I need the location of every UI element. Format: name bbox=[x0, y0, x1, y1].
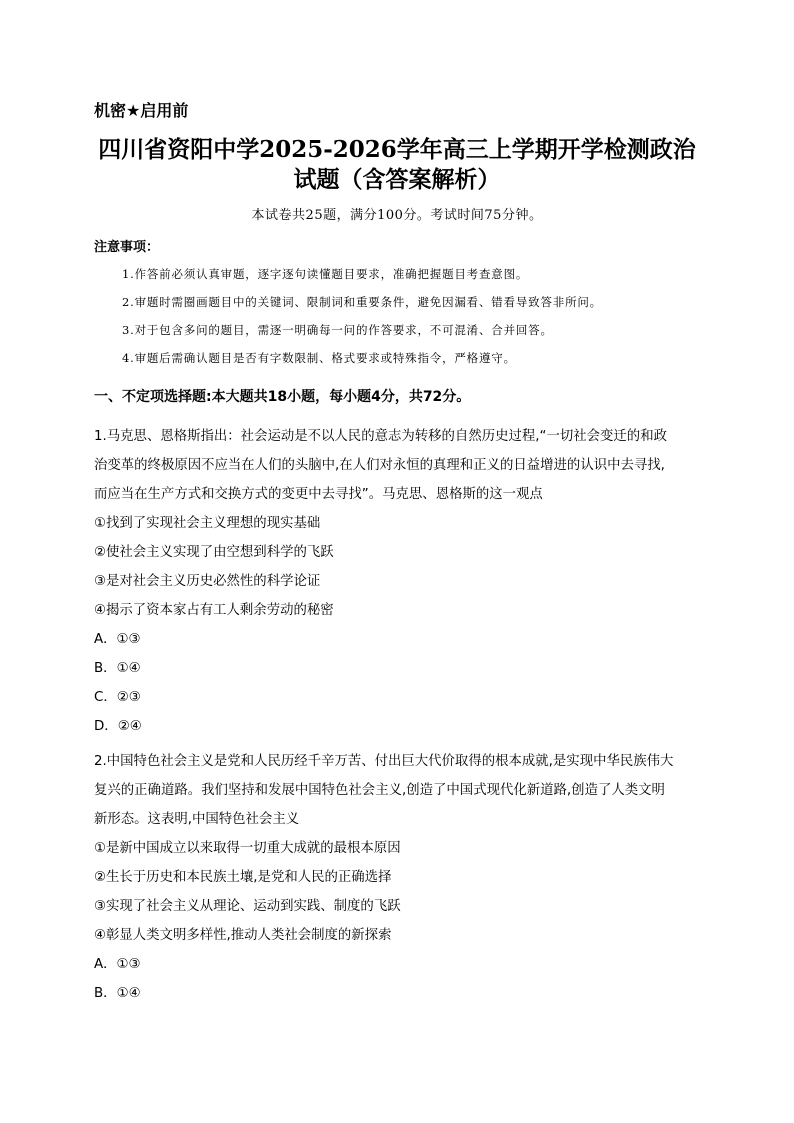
question-1-statement: ③是对社会主义历史必然性的科学论证 bbox=[94, 574, 321, 589]
section-heading: 一、不定项选择题:本大题共18小题，每小题4分，共72分。 bbox=[94, 389, 471, 405]
exam-title-line-2: 试题（含答案解析） bbox=[293, 166, 501, 193]
question-1-statement: ④揭示了资本家占有工人剩余劳动的秘密 bbox=[94, 603, 334, 618]
question-1-stem-line: 而应当在生产方式和交换方式的变更中去寻找”。马克思、恩格斯的这一观点 bbox=[94, 487, 543, 502]
question-2-statement: ①是新中国成立以来取得一切重大成就的最根本原因 bbox=[94, 841, 401, 856]
question-2-stem-line: 新形态。这表明,中国特色社会主义 bbox=[94, 812, 300, 827]
question-1-option-d: D．②④ bbox=[94, 719, 142, 734]
question-1-statement: ①找到了实现社会主义理想的现实基础 bbox=[94, 516, 321, 531]
question-2-stem-line: 复兴的正确道路。我们坚持和发展中国特色社会主义,创造了中国式现代化新道路,创造了人类文明 bbox=[94, 783, 665, 798]
note-item: 1.作答前必须认真审题，逐字逐句读懂题目要求，准确把握题目考查意图。 bbox=[122, 267, 529, 281]
question-2-statement: ④彰显人类文明多样性,推动人类社会制度的新探索 bbox=[94, 928, 392, 943]
question-2-statement: ③实现了社会主义从理论、运动到实践、制度的飞跃 bbox=[94, 899, 401, 914]
question-2-stem-line: 2.中国特色社会主义是党和人民历经千辛万苦、付出巨大代价取得的根本成就,是实现中华民族伟大 bbox=[94, 754, 674, 769]
note-item: 4.审题后需确认题目是否有字数限制、格式要求或特殊指令，严格遵守。 bbox=[122, 351, 516, 365]
secret-label: 机密★启用前 bbox=[94, 101, 189, 120]
note-item: 3.对于包含多问的题目，需逐一明确每一问的作答要求，不可混淆、合并回答。 bbox=[122, 323, 553, 337]
question-2-option-a: A．①③ bbox=[94, 957, 141, 972]
note-item: 2.审题时需圈画题目中的关键词、限制词和重要条件，避免因漏看、错看导致答非所问。 bbox=[122, 295, 602, 309]
notes-heading: 注意事项： bbox=[94, 240, 160, 255]
exam-subtitle: 本试卷共25题，满分100分。考试时间75分钟。 bbox=[251, 208, 543, 223]
question-1-stem-line: 治变革的终极原因不应当在人们的头脑中,在人们对永恒的真理和正义的日益增进的认识中去寻找, bbox=[94, 458, 665, 473]
question-1-statement: ②使社会主义实现了由空想到科学的飞跃 bbox=[94, 545, 334, 560]
exam-title-line-1: 四川省资阳中学2025-2026学年高三上学期开学检测政治 bbox=[98, 136, 696, 163]
question-1-option-b: B．①④ bbox=[94, 661, 141, 676]
question-2-statement: ②生长于历史和本民族土壤,是党和人民的正确选择 bbox=[94, 870, 392, 885]
question-1-option-c: C．②③ bbox=[94, 690, 141, 705]
question-1-option-a: A．①③ bbox=[94, 632, 141, 647]
question-2-option-b: B．①④ bbox=[94, 986, 141, 1001]
question-1-stem-line: 1.马克思、恩格斯指出：社会运动是不以人民的意志为转移的自然历史过程,“一切社会变迁的和政 bbox=[94, 429, 667, 444]
